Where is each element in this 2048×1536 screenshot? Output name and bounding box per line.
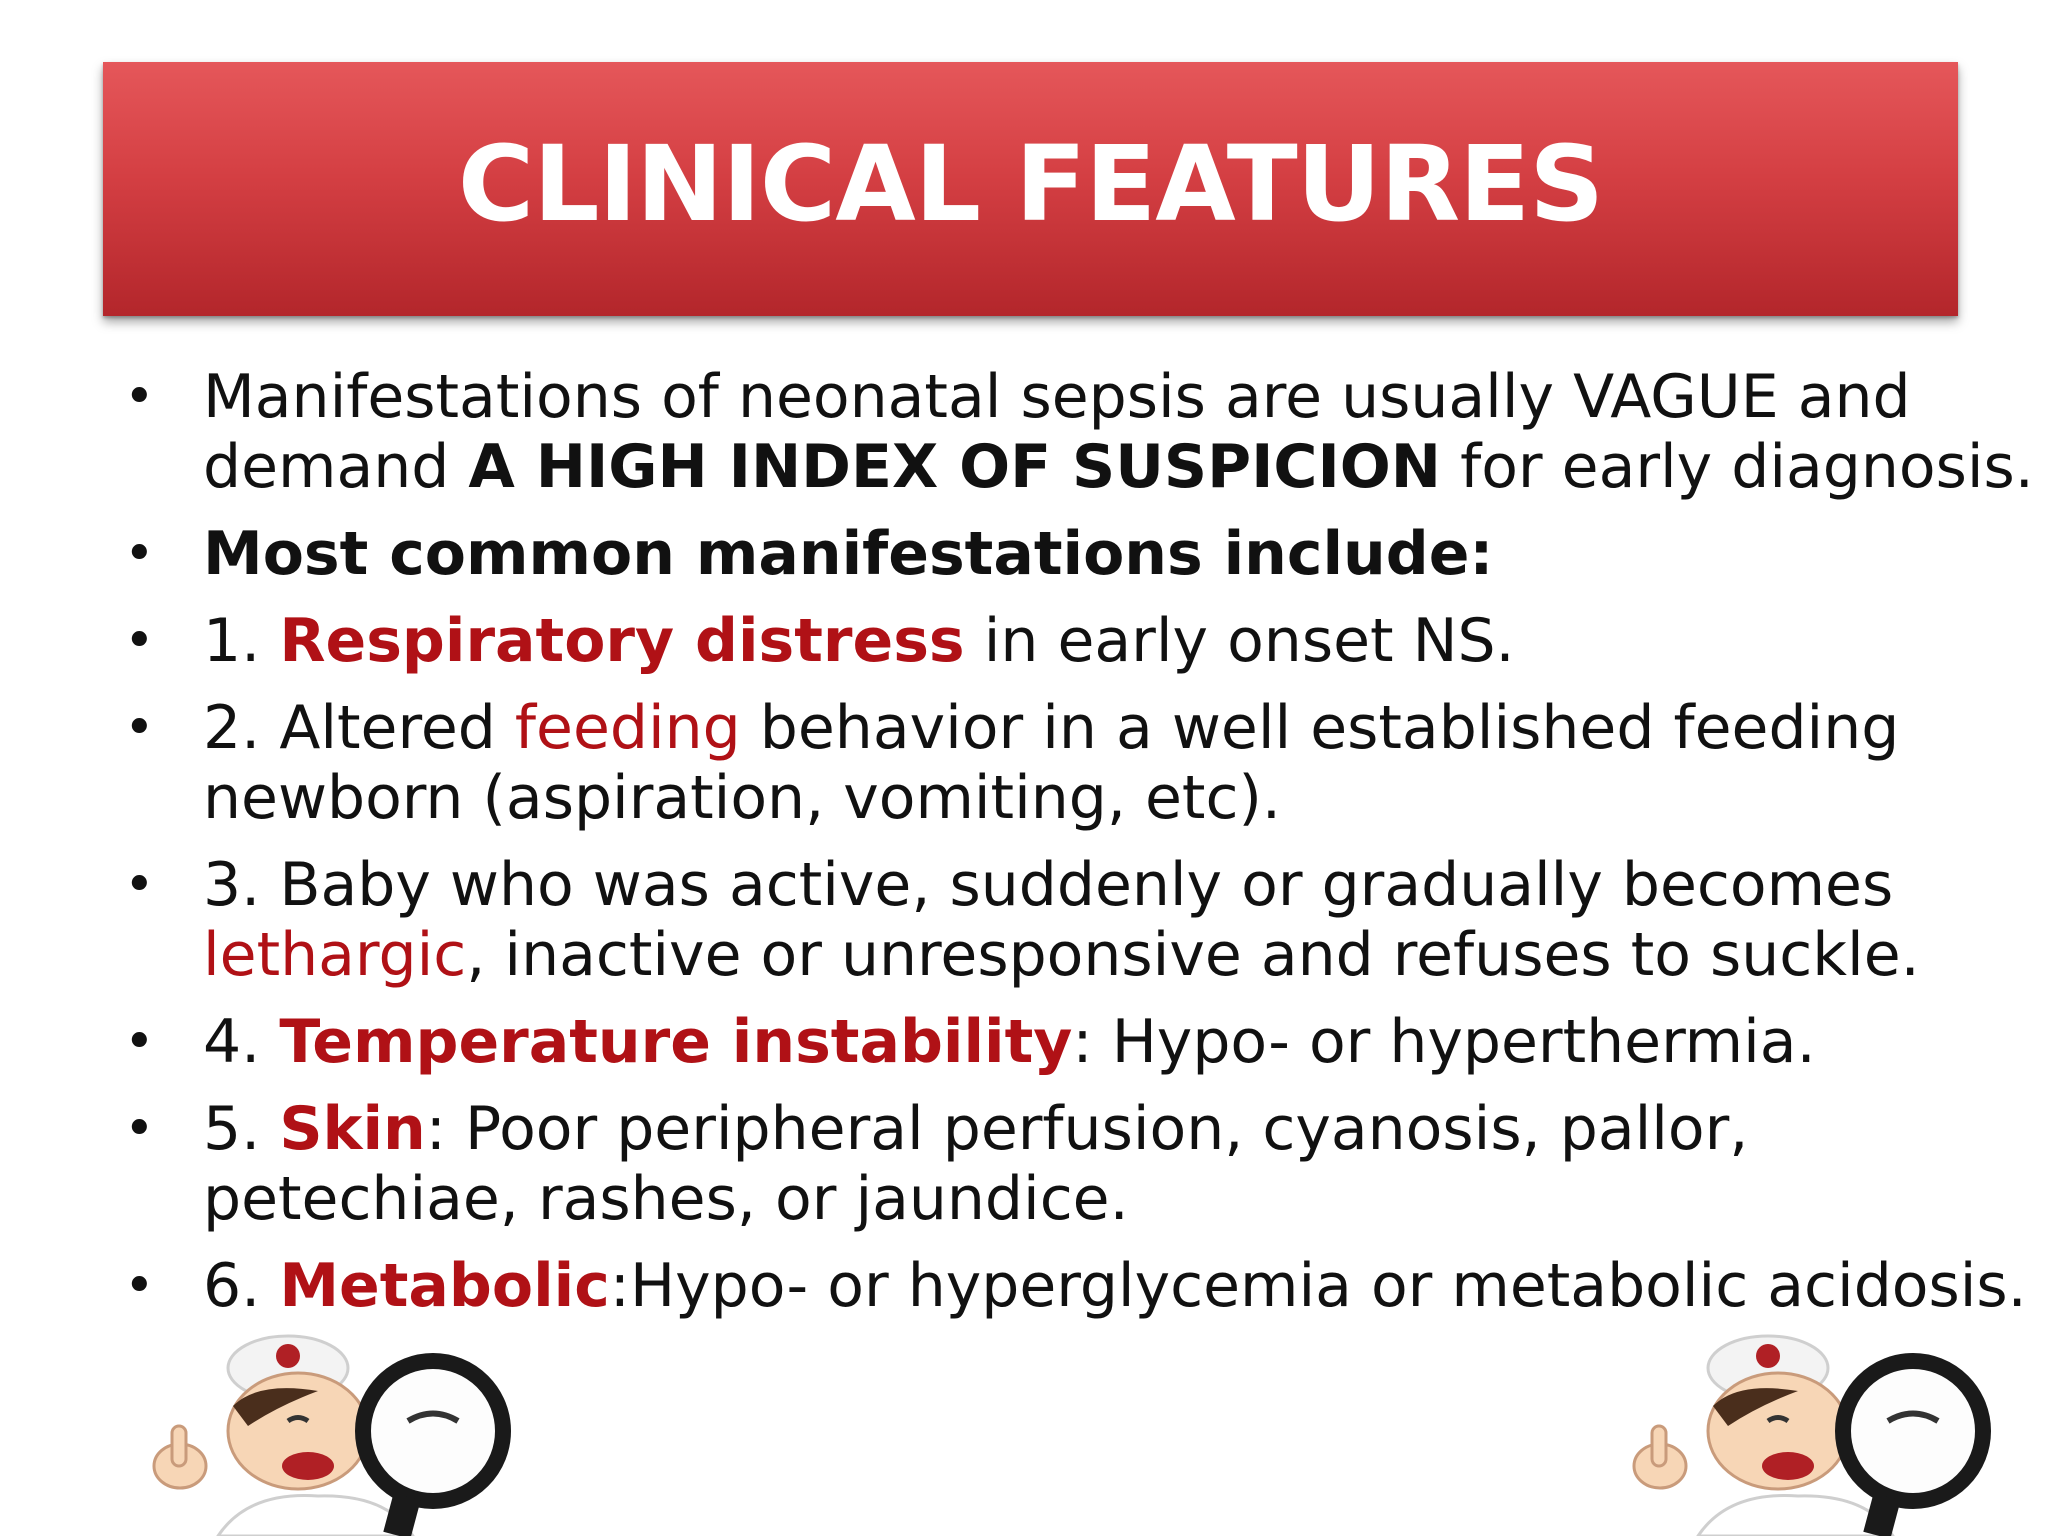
bullet-icon: • <box>124 1256 155 1316</box>
list-item: • 4. Temperature instability: Hypo- or hyperthermia. <box>124 1007 1816 1077</box>
list-item: • 2. Altered feeding behavior in a well established feeding newborn (aspiration, vomiting, etc). <box>124 693 1900 833</box>
bullet-icon: • <box>124 855 155 915</box>
list-item: • Most common manifestations include: <box>124 519 1494 589</box>
list-item: • 6. Metabolic:Hypo- or hyperglycemia or metabolic acidosis. <box>124 1251 2027 1321</box>
bullet-icon: • <box>124 367 155 427</box>
list-item: • 1. Respiratory distress in early onset NS. <box>124 606 1515 676</box>
list-item: • 5. Skin: Poor peripheral perfusion, cyanosis, pallor, petechiae, rashes, or jaundice. <box>124 1094 1749 1234</box>
bullet-icon: • <box>124 1099 155 1159</box>
bullet-icon: • <box>124 1012 155 1072</box>
bullet-list <box>118 362 2034 1338</box>
title-banner <box>103 62 1958 316</box>
doctor-with-magnifier-icon <box>138 1326 558 1536</box>
list-item: • 3. Baby who was active, suddenly or gradually becomes lethargic, inactive or unresponsive and refuses to suckle. <box>124 850 1920 990</box>
list-item: • Manifestations of neonatal sepsis are usually VAGUE and demand A HIGH INDEX OF SUSPICION for early diagnosis. <box>124 362 2034 502</box>
bullet-icon: • <box>124 698 155 758</box>
bullet-icon: • <box>124 611 155 671</box>
bullet-icon: • <box>124 524 155 584</box>
doctor-with-magnifier-icon <box>1618 1326 2038 1536</box>
slide-title: CLINICAL FEATURES <box>457 123 1604 245</box>
